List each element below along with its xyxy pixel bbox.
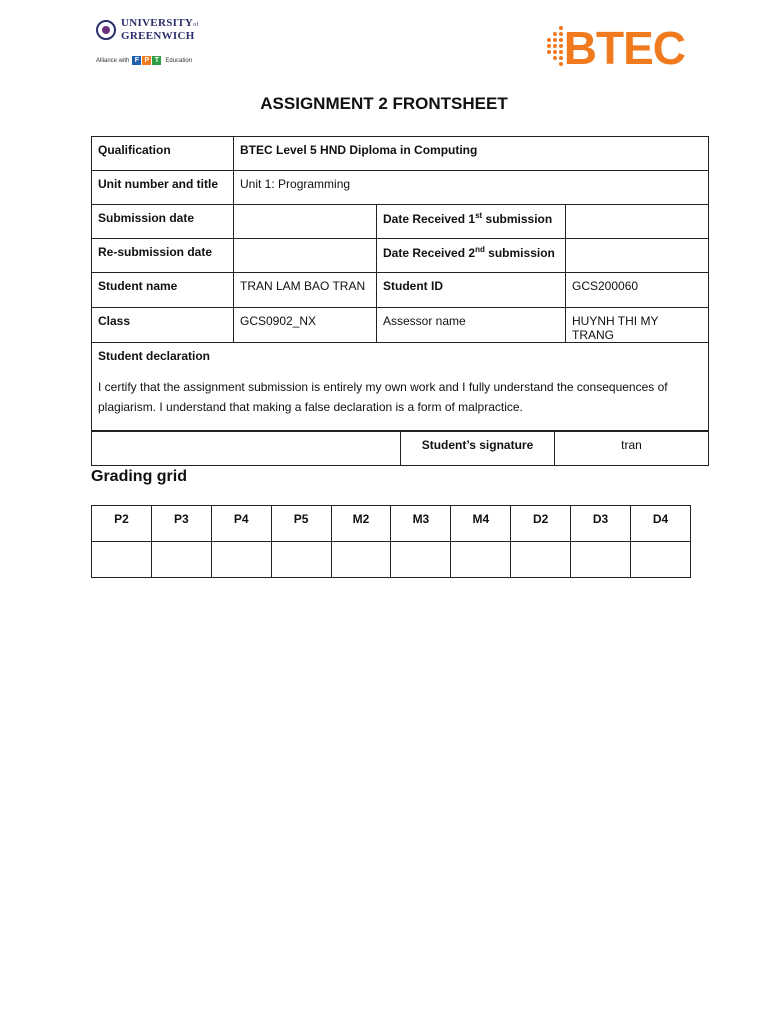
student-id-label: Student ID [377,273,566,308]
table-row [92,542,691,578]
qualification-value: BTEC Level 5 HND Diploma in Computing [234,137,709,171]
date-received-2-label: Date Received 2nd submission [377,239,566,273]
fpt-logo [132,56,162,65]
grade-header-d3: D3 [571,506,631,542]
alliance-prefix: Alliance with [96,57,130,64]
frontsheet-table [91,136,709,431]
grade-value-d4 [631,542,691,578]
table-row [92,171,709,205]
table-row [92,273,709,308]
grade-header-m4: M4 [451,506,511,542]
table-row [92,308,709,343]
grade-header-p4: P4 [211,506,271,542]
grade-value-d3 [571,542,631,578]
university-of-greenwich-logo [96,18,206,70]
submission-date-value [234,205,377,239]
grade-value-p5 [271,542,331,578]
unit-value: Unit 1: Programming [234,171,709,205]
grade-header-p3: P3 [151,506,211,542]
submission-date-label: Submission date [92,205,234,239]
signature-label: Student’s signature [401,432,555,466]
grade-value-p3 [151,542,211,578]
resubmission-date-value [234,239,377,273]
fpt-letter-f: F [132,56,141,65]
table-row [92,432,709,466]
university-crest-icon [96,20,116,40]
grade-value-m2 [331,542,391,578]
date-received-2-value [566,239,709,273]
btec-dots-icon [545,24,562,72]
table-row [92,239,709,273]
table-row [92,205,709,239]
student-id-value: GCS200060 [566,273,709,308]
alliance-suffix: Education [165,57,193,64]
signature-value: tran [555,432,709,466]
grade-value-p2 [92,542,152,578]
grade-value-m4 [451,542,511,578]
assessor-label: Assessor name [377,308,566,343]
grade-value-p4 [211,542,271,578]
declaration-text: I certify that the assignment submission is entirely my own work and I fully understand the consequences of plagiarism. I understand that making a false declaration is a form of malpractice. [98,380,668,414]
assessor-value: HUYNH THI MY TRANG [566,308,709,343]
student-name-label: Student name [92,273,234,308]
table-row [92,506,691,542]
grading-grid-title: Grading grid [91,468,187,485]
qualification-label: Qualification [92,137,234,171]
signature-spacer [92,432,401,466]
signature-table [91,431,709,466]
resubmission-date-label: Re-submission date [92,239,234,273]
student-declaration-cell [92,343,709,431]
grade-header-d4: D4 [631,506,691,542]
grade-header-p2: P2 [92,506,152,542]
date-received-1-value [566,205,709,239]
grade-value-m3 [391,542,451,578]
table-row [92,137,709,171]
page-title: ASSIGNMENT 2 FRONTSHEET [260,94,508,113]
date-received-1-label: Date Received 1st submission [377,205,566,239]
grade-header-p5: P5 [271,506,331,542]
declaration-label: Student declaration [98,349,211,363]
class-value: GCS0902_NX [234,308,377,343]
grade-value-d2 [511,542,571,578]
btec-wordmark: BTEC [563,22,685,74]
class-label: Class [92,308,234,343]
grade-header-d2: D2 [511,506,571,542]
grading-grid-table [91,505,691,578]
grade-header-m2: M2 [331,506,391,542]
university-line1: UNIVERSITYof [121,17,199,29]
student-name-value: TRAN LAM BAO TRAN [234,273,377,308]
fpt-letter-t: T [152,56,161,65]
unit-label: Unit number and title [92,171,234,205]
btec-logo [545,20,685,76]
table-row [92,343,709,431]
university-line2: GREENWICH [121,30,195,42]
alliance-line [96,56,206,65]
grade-header-m3: M3 [391,506,451,542]
fpt-letter-p: P [142,56,151,65]
